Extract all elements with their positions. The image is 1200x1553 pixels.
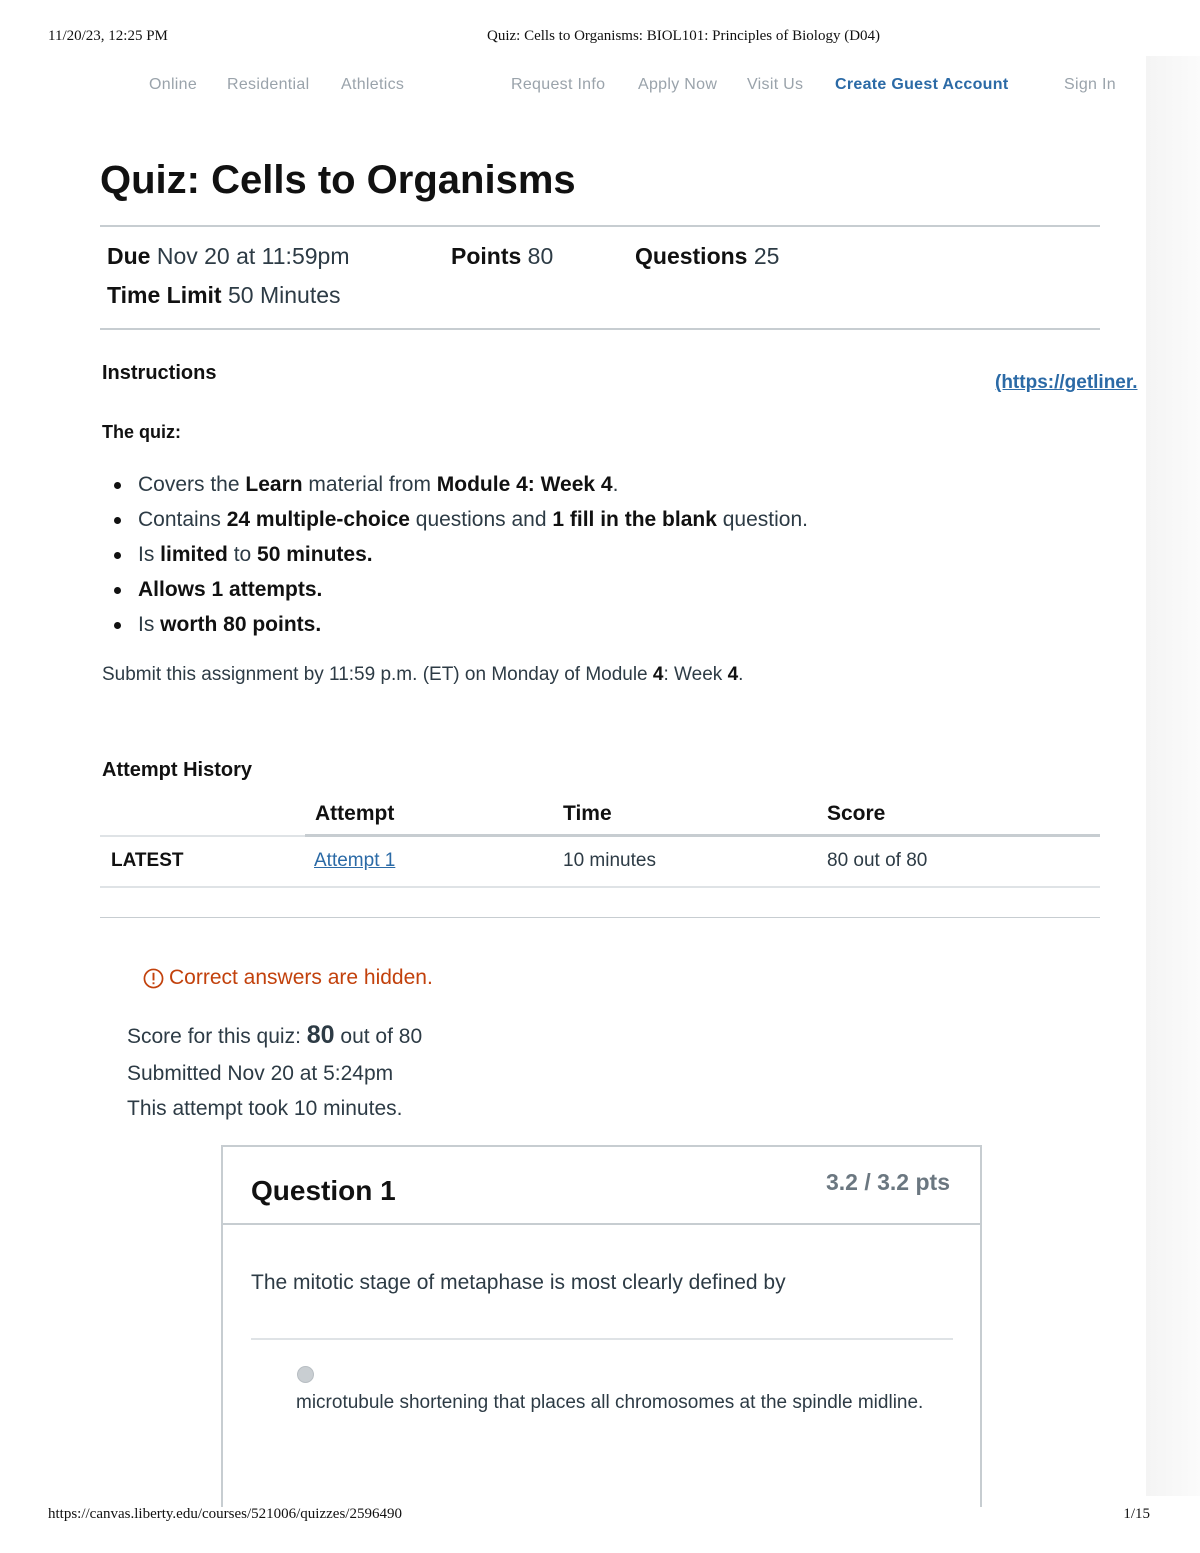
alert-text: Correct answers are hidden. [169,966,433,989]
list-item: Is worth 80 points. [112,610,808,645]
score-line: Score for this quiz: 80 out of 80 [127,1021,423,1049]
questions-value: 25 [753,243,780,269]
due-value: Nov 20 at 11:59pm [156,243,350,269]
time-limit-value: 50 Minutes [228,282,341,308]
questions-label: Questions [635,243,748,269]
print-footer [0,1506,1200,1526]
list-item: Allows 1 attempts. [112,575,808,610]
nav-request-info[interactable]: Request Info [511,76,606,93]
nav-online[interactable]: Online [149,76,198,93]
answer-radio[interactable] [297,1366,314,1383]
instructions-heading: Instructions [102,362,217,384]
list-item: Covers the Learn material from Module 4: Week 4. [112,470,808,505]
due-label: Due [107,243,151,269]
table-header-rule-left [100,835,305,837]
question-text: The mitotic stage of metaphase is most clearly defined by [251,1271,786,1294]
print-url: https://canvas.liberty.edu/courses/521006/quizzes/2596490 [48,1506,402,1522]
column-header-time: Time [563,802,612,825]
questions-count [635,243,779,270]
meta-divider [100,328,1100,330]
attempt-time: 10 minutes [563,850,656,871]
points [451,243,553,270]
duration-line: This attempt took 10 minutes. [127,1097,403,1120]
question-card [221,1145,982,1507]
question-divider [251,1338,953,1340]
attempt-history-heading: Attempt History [102,759,253,781]
alert-circle-icon [143,968,164,989]
attempt-1-link[interactable]: Attempt 1 [314,850,396,871]
list-item: Contains 24 multiple-choice questions and 1 fill in the blank question. [112,505,808,540]
right-scroll-shade [1146,56,1200,1496]
points-value: 80 [527,243,554,269]
nav-visit-us[interactable]: Visit Us [747,76,804,93]
table-header-rule [305,834,1100,837]
print-datetime: 11/20/23, 12:25 PM [48,28,168,44]
time-limit [107,282,341,309]
column-header-score: Score [827,802,886,825]
submitted-line: Submitted Nov 20 at 5:24pm [127,1062,394,1085]
nav-apply-now[interactable]: Apply Now [638,76,718,93]
attempt-score: 80 out of 80 [827,850,928,871]
page-title: Quiz: Cells to Organisms [100,158,576,202]
table-row-divider [100,886,1100,888]
answer-text: microtubule shortening that places all chromosomes at the spindle midline. [296,1392,924,1413]
question-points: 3.2 / 3.2 pts [825,1169,950,1195]
instructions-list [112,470,808,645]
print-page-number: 1/15 [1123,1506,1150,1522]
due-date [107,243,349,270]
score-value: 80 [306,1021,335,1049]
print-header [0,28,1200,48]
list-item: Is limited to 50 minutes. [112,540,808,575]
title-divider [100,225,1100,227]
points-label: Points [451,243,522,269]
hidden-answers-alert [143,966,433,990]
top-nav [0,76,1146,100]
nav-residential[interactable]: Residential [227,76,310,93]
question-header [223,1147,980,1225]
time-limit-label: Time Limit [107,282,222,308]
section-divider [100,917,1100,918]
quiz-intro: The quiz: [102,422,181,442]
column-header-attempt: Attempt [315,802,395,825]
print-page-title: Quiz: Cells to Organisms: BIOL101: Principles of Biology (D04) [487,28,881,44]
nav-sign-in[interactable]: Sign In [1064,76,1116,93]
external-link[interactable]: (https://getliner. [995,372,1138,393]
nav-athletics[interactable]: Athletics [341,76,405,93]
nav-create-guest-account[interactable]: Create Guest Account [835,76,1009,93]
question-title: Question 1 [251,1175,396,1206]
latest-label: LATEST [111,850,184,871]
submit-note: Submit this assignment by 11:59 p.m. (ET) on Monday of Module 4: Week 4. [102,664,744,685]
